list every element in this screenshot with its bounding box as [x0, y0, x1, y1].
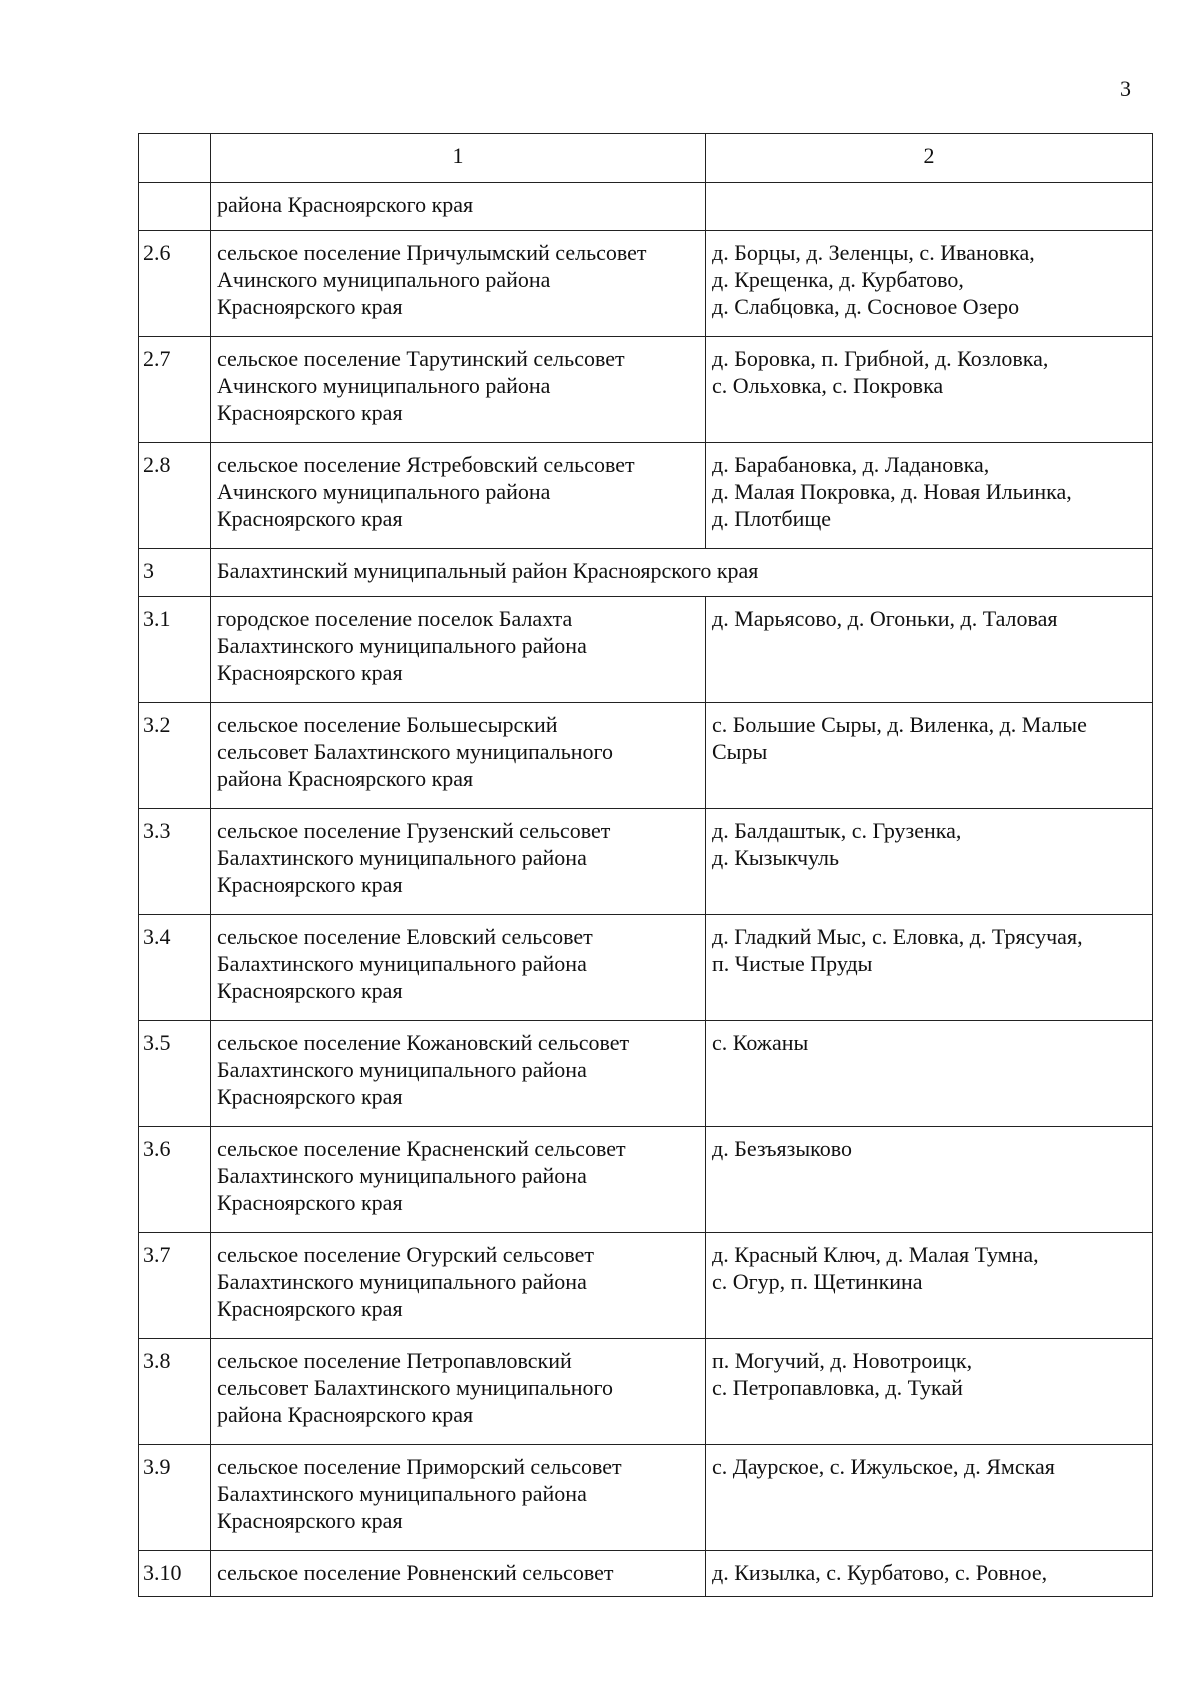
table-row — [139, 1551, 1153, 1597]
settlements-line: д. Малая Покровка, д. Новая Ильинка, — [712, 479, 1072, 504]
municipality-name-line: Красноярского края — [217, 978, 403, 1003]
settlements-line: д. Марьясово, д. Огоньки, д. Таловая — [712, 606, 1058, 631]
municipality-name — [211, 231, 706, 337]
municipality-name-line: сельское поселение Тарутинский сельсовет — [217, 346, 625, 371]
municipality-name — [211, 597, 706, 703]
municipality-name — [211, 1233, 706, 1339]
row-number: 2.7 — [139, 337, 211, 443]
row-number: 3.5 — [139, 1021, 211, 1127]
municipality-name — [211, 443, 706, 549]
municipality-name-line: района Красноярского края — [217, 766, 474, 791]
settlements-line: п. Чистые Пруды — [712, 951, 873, 976]
municipality-name-line: Балахтинского муниципального района — [217, 1481, 587, 1506]
settlements-list — [706, 703, 1153, 809]
row-number: 2.6 — [139, 231, 211, 337]
section-row — [139, 549, 1153, 597]
row-number — [139, 183, 211, 231]
municipality-name-line: Балахтинского муниципального района — [217, 1057, 587, 1082]
settlements-line: с. Петропавловка, д. Тукай — [712, 1375, 963, 1400]
municipality-name-line: Красноярского края — [217, 660, 403, 685]
settlements-list — [706, 231, 1153, 337]
municipality-name-line: сельское поселение Грузенский сельсовет — [217, 818, 611, 843]
municipality-name-line: Ачинского муниципального района — [217, 373, 551, 398]
municipality-name-line: сельсовет Балахтинского муниципального — [217, 1375, 613, 1400]
municipality-name-line: сельское поселение Приморский сельсовет — [217, 1454, 622, 1479]
settlements-list — [706, 809, 1153, 915]
table-row — [139, 1445, 1153, 1551]
settlements-line: с. Большие Сыры, д. Виленка, д. Малые — [712, 712, 1087, 737]
header-cell-empty — [139, 134, 211, 183]
settlements-line: д. Красный Ключ, д. Малая Тумна, — [712, 1242, 1039, 1267]
municipality-name — [211, 1445, 706, 1551]
settlements-list — [706, 1551, 1153, 1597]
municipality-name-line: сельское поселение Петропавловский — [217, 1348, 572, 1373]
row-number: 3.10 — [139, 1551, 211, 1597]
settlements-line: д. Гладкий Мыс, с. Еловка, д. Трясучая, — [712, 924, 1083, 949]
continuation-row — [139, 183, 1153, 231]
municipality-name-line: Балахтинского муниципального района — [217, 633, 587, 658]
municipality-name-line: сельсовет Балахтинского муниципального — [217, 739, 613, 764]
municipality-name-line: Красноярского края — [217, 1508, 403, 1533]
settlements-list — [706, 915, 1153, 1021]
settlements-list — [706, 1339, 1153, 1445]
section-number: 3 — [139, 549, 211, 597]
settlements-list — [706, 183, 1153, 231]
municipality-name-line: городское поселение поселок Балахта — [217, 606, 573, 631]
row-number: 3.4 — [139, 915, 211, 1021]
table-row — [139, 1233, 1153, 1339]
row-number: 3.1 — [139, 597, 211, 703]
municipality-name-line: района Красноярского края — [217, 1402, 474, 1427]
row-number: 3.8 — [139, 1339, 211, 1445]
settlements-line: д. Боровка, п. Грибной, д. Козловка, — [712, 346, 1049, 371]
row-number: 3.2 — [139, 703, 211, 809]
header-cell-1: 1 — [211, 134, 706, 183]
settlements-line: д. Кызыкчуль — [712, 845, 840, 870]
table-row — [139, 1021, 1153, 1127]
settlements-line: д. Кизылка, с. Курбатово, с. Ровное, — [712, 1560, 1048, 1585]
municipality-name-line: Красноярского края — [217, 872, 403, 897]
header-cell-2: 2 — [706, 134, 1153, 183]
settlements-list — [706, 597, 1153, 703]
row-number: 3.6 — [139, 1127, 211, 1233]
municipality-name-line: Красноярского края — [217, 400, 403, 425]
row-number: 3.9 — [139, 1445, 211, 1551]
municipality-name-line: Красноярского края — [217, 506, 403, 531]
municipality-name-line: Балахтинского муниципального района — [217, 1269, 587, 1294]
municipality-name-line: сельское поселение Ровненский сельсовет — [217, 1560, 614, 1585]
settlements-line: д. Крещенка, д. Курбатово, — [712, 267, 964, 292]
page-number: 3 — [1120, 76, 1131, 101]
settlements-line: д. Слабцовка, д. Сосновое Озеро — [712, 294, 1020, 319]
settlements-list — [706, 1021, 1153, 1127]
table-row — [139, 597, 1153, 703]
settlements-table — [138, 133, 1153, 1597]
settlements-line: с. Огур, п. Щетинкина — [712, 1269, 923, 1294]
municipality-name-line: Ачинского муниципального района — [217, 267, 551, 292]
settlements-list — [706, 1233, 1153, 1339]
municipality-name — [211, 337, 706, 443]
settlements-line: д. Плотбище — [712, 506, 832, 531]
municipality-name-line: Красноярского края — [217, 1296, 403, 1321]
settlements-line: Сыры — [712, 739, 768, 764]
municipality-name-line: сельское поселение Еловский сельсовет — [217, 924, 593, 949]
municipality-name — [211, 703, 706, 809]
municipality-name-line: сельское поселение Большесырский — [217, 712, 558, 737]
settlements-line: с. Ольховка, с. Покровка — [712, 373, 944, 398]
municipality-name — [211, 809, 706, 915]
municipality-name-line: сельское поселение Причулымский сельсовет — [217, 240, 647, 265]
municipality-name-line: сельское поселение Ястребовский сельсовет — [217, 452, 635, 477]
row-number: 2.8 — [139, 443, 211, 549]
settlements-line: д. Балдаштык, с. Грузенка, — [712, 818, 962, 843]
table-header-row — [139, 134, 1153, 183]
settlements-line: д. Борцы, д. Зеленцы, с. Ивановка, — [712, 240, 1035, 265]
table-row — [139, 809, 1153, 915]
settlements-list — [706, 1127, 1153, 1233]
settlements-list — [706, 443, 1153, 549]
municipality-name — [211, 915, 706, 1021]
municipality-name-line: Ачинского муниципального района — [217, 479, 551, 504]
settlements-line: с. Даурское, с. Ижульское, д. Ямская — [712, 1454, 1055, 1479]
settlements-list — [706, 1445, 1153, 1551]
municipality-name-line: сельское поселение Красненский сельсовет — [217, 1136, 626, 1161]
municipality-name-line: Балахтинского муниципального района — [217, 951, 587, 976]
table-row — [139, 337, 1153, 443]
table-row — [139, 915, 1153, 1021]
settlements-list — [706, 337, 1153, 443]
table-row — [139, 703, 1153, 809]
table-row — [139, 1339, 1153, 1445]
section-title: Балахтинский муниципальный район Красноярского края — [211, 549, 1153, 597]
settlements-line: д. Безъязыково — [712, 1136, 852, 1161]
municipality-name — [211, 1551, 706, 1597]
table-row — [139, 443, 1153, 549]
settlements-line: д. Барабановка, д. Ладановка, — [712, 452, 990, 477]
municipality-name-line: сельское поселение Огурский сельсовет — [217, 1242, 594, 1267]
municipality-name-line: Балахтинского муниципального района — [217, 845, 587, 870]
municipality-name — [211, 1021, 706, 1127]
municipality-name-line: Красноярского края — [217, 294, 403, 319]
municipality-name — [211, 1339, 706, 1445]
municipality-name: района Красноярского края — [211, 183, 706, 231]
municipality-name — [211, 1127, 706, 1233]
municipality-name-line: Красноярского края — [217, 1190, 403, 1215]
municipality-name-line: Балахтинского муниципального района — [217, 1163, 587, 1188]
municipality-name-line: сельское поселение Кожановский сельсовет — [217, 1030, 630, 1055]
settlements-line: п. Могучий, д. Новотроицк, — [712, 1348, 973, 1373]
municipality-name-line: Красноярского края — [217, 1084, 403, 1109]
settlements-line: с. Кожаны — [712, 1030, 809, 1055]
row-number: 3.3 — [139, 809, 211, 915]
row-number: 3.7 — [139, 1233, 211, 1339]
table-row — [139, 231, 1153, 337]
table-row — [139, 1127, 1153, 1233]
